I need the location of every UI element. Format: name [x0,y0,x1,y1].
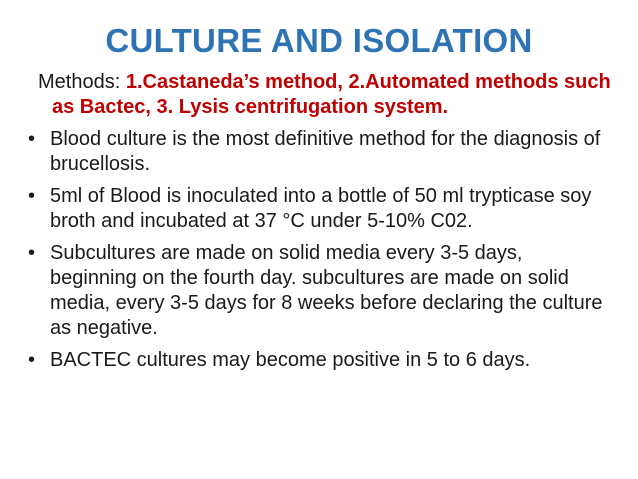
bullet-item [24,127,614,177]
bullet-icon: • [28,349,36,371]
bullet-list [24,127,614,373]
methods-label: Methods: [38,71,126,93]
bullet-icon: • [28,128,36,150]
methods-paragraph [38,70,614,120]
slide-title: CULTURE AND ISOLATION [105,22,533,59]
bullet-item [24,348,614,373]
bullet-icon: • [28,242,36,264]
bullet-text: BACTEC cultures may become positive in 5 to 6 days. [50,349,531,371]
bullet-text: Subcultures are made on solid media every 3-5 days, beginning on the fourth day. subcultures are made on solid media, every 3-5 days for 8 weeks before declaring the culture as negative. [50,242,603,339]
bullet-icon: • [28,185,36,207]
methods-list: 1.Castaneda’s method, 2.Automated methods such as Bactec, 3. Lysis centrifugation system. [52,71,611,118]
bullet-item [24,241,614,341]
bullet-text: Blood culture is the most definitive method for the diagnosis of brucellosis. [50,128,601,175]
bullet-item [24,184,614,234]
slide-body [24,70,614,380]
bullet-text: 5ml of Blood is inoculated into a bottle of 50 ml trypticase soy broth and incubated at 37 °C under 5-10% C02. [50,185,592,232]
